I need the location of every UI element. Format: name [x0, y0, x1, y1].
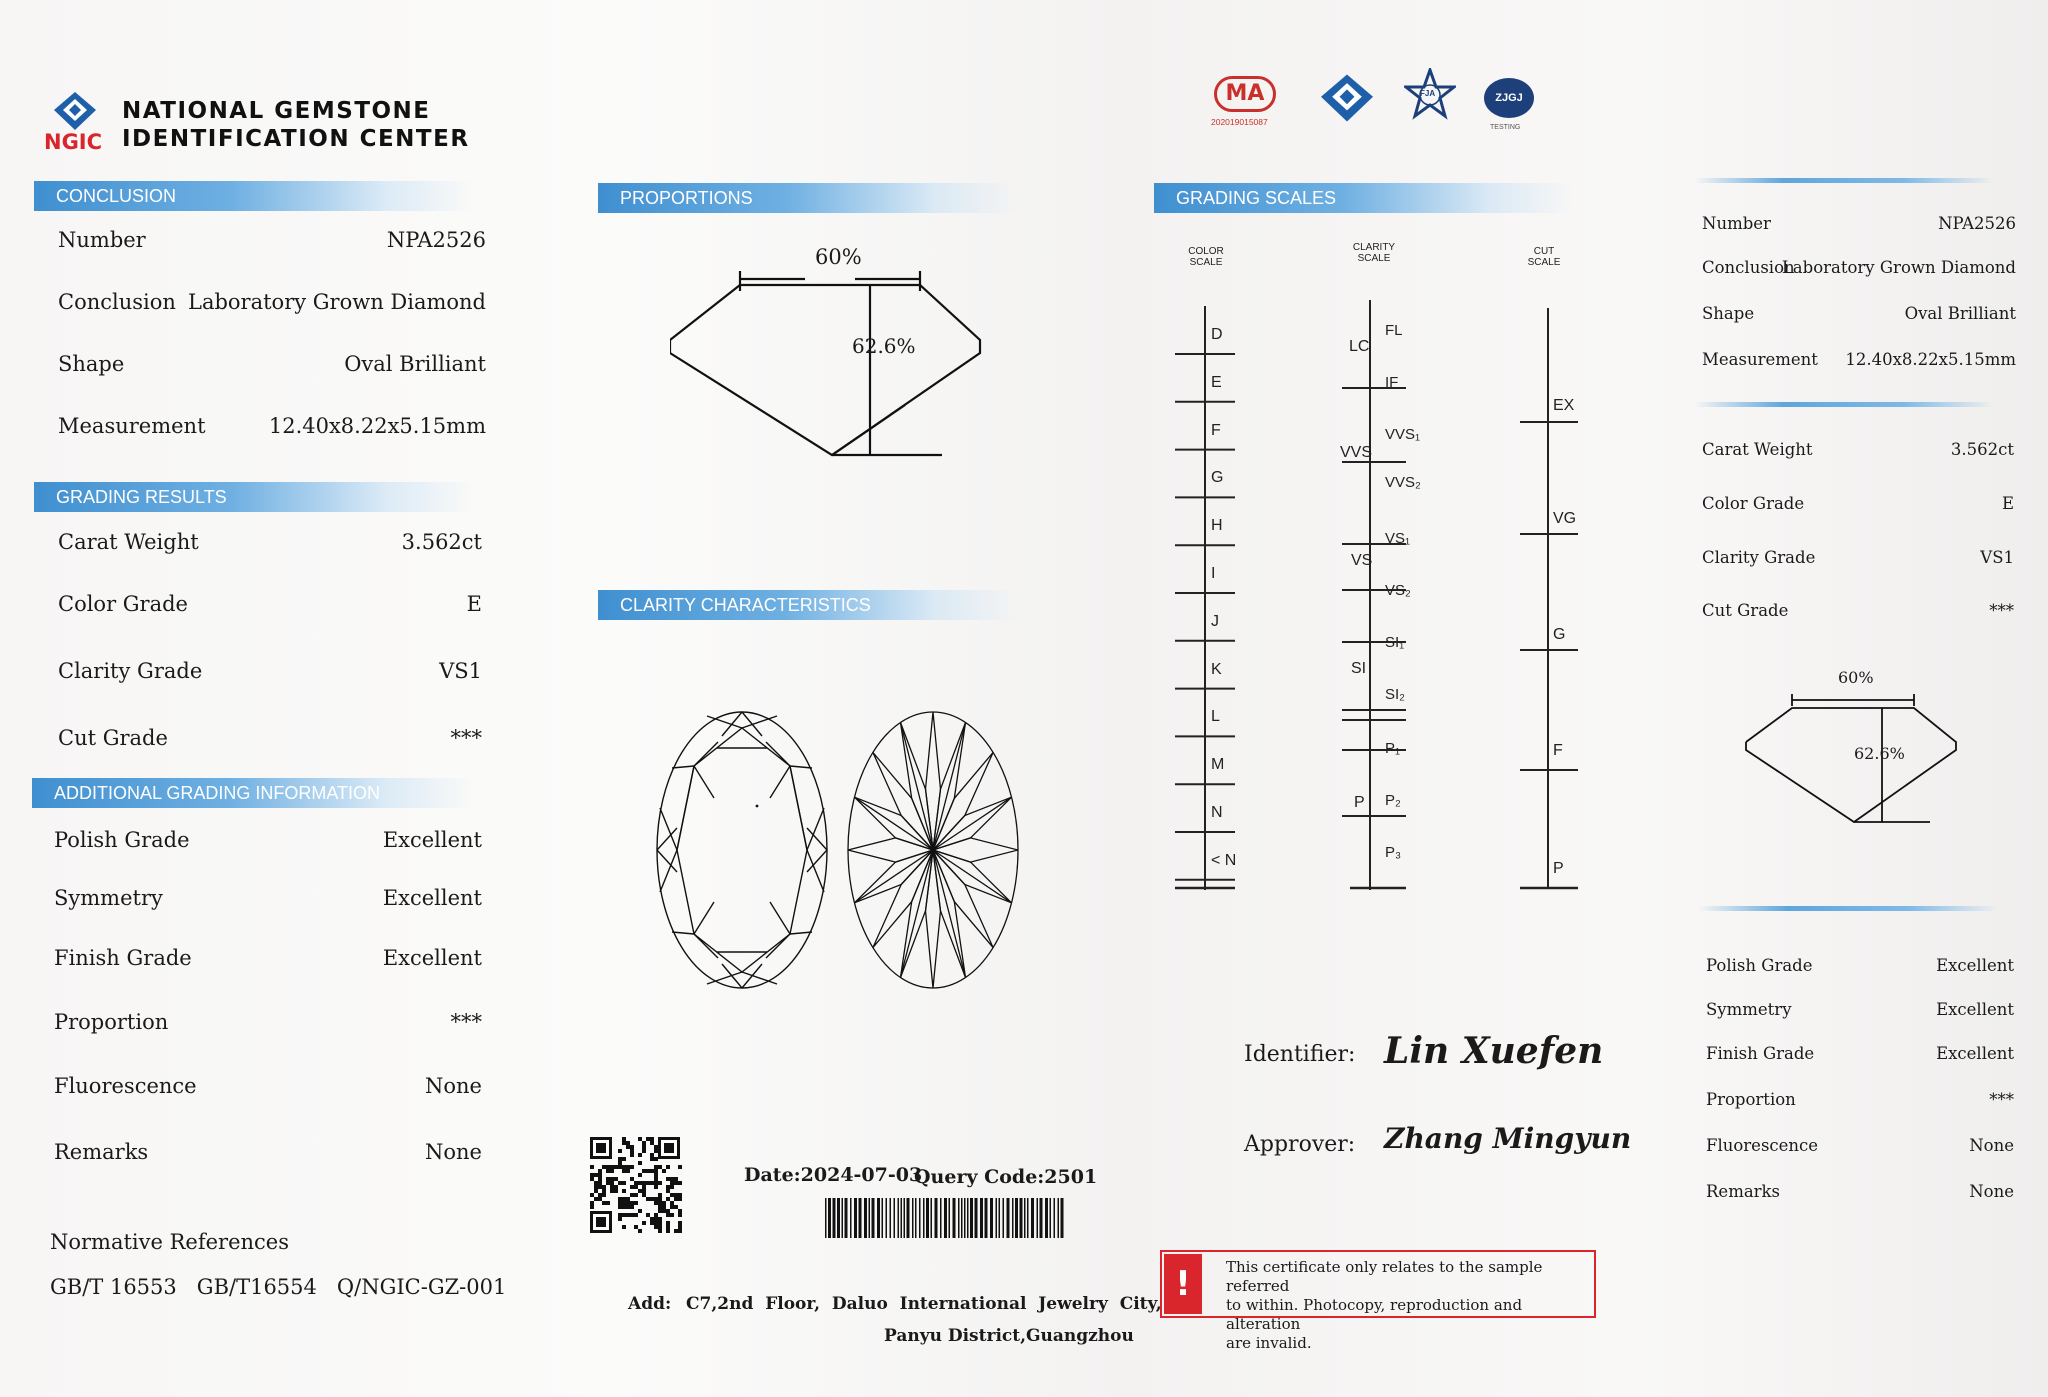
- right-summary-label: Measurement: [1702, 350, 1818, 369]
- grading-label: Carat Weight: [58, 530, 199, 554]
- additional-label: Remarks: [54, 1140, 149, 1164]
- color-scale-heading: [1176, 246, 1236, 268]
- clarity-grade-label: P₁: [1385, 740, 1401, 757]
- ngic-diamond-logo-icon: [52, 90, 98, 132]
- right-summary-row: [1706, 956, 2014, 986]
- right-summary-label: Symmetry: [1706, 1000, 1792, 1019]
- color-grade-label: F: [1211, 421, 1221, 439]
- right-summary-value: ***: [1989, 601, 2014, 620]
- right-summary-row: [1702, 601, 2014, 631]
- additional-value: None: [425, 1074, 482, 1098]
- query-code: Query Code:2501: [914, 1166, 1098, 1188]
- right-summary-value: 12.40x8.22x5.15mm: [1845, 350, 2016, 369]
- grading-row: [58, 530, 482, 560]
- additional-row: [54, 1140, 482, 1170]
- additional-label: Fluorescence: [54, 1074, 197, 1098]
- right-summary-row: [1702, 548, 2014, 578]
- clarity-grade-label: FL: [1385, 322, 1403, 339]
- cut-grade-label: P: [1553, 860, 1564, 877]
- right-summary-row: [1706, 1182, 2014, 1212]
- right-table-percent: 60%: [1838, 668, 1874, 687]
- clarity-banner: CLARITY CHARACTERISTICS: [598, 590, 1018, 620]
- grading-label: Color Grade: [58, 592, 188, 616]
- right-summary-label: Remarks: [1706, 1182, 1781, 1201]
- conclusion-value: NPA2526: [386, 228, 486, 252]
- color-grade-label: J: [1211, 612, 1219, 630]
- clarity-group-label: SI: [1351, 660, 1367, 677]
- additional-row: [54, 1010, 482, 1040]
- oval-crown-plot: [652, 708, 832, 992]
- zjgj-sub: TESTING: [1490, 124, 1521, 131]
- identifier-label: Identifier:: [1244, 1042, 1356, 1067]
- right-summary-label: Conclusion: [1702, 258, 1795, 277]
- cma-number: 202019015087: [1211, 117, 1268, 127]
- conclusion-label: Number: [58, 228, 146, 252]
- right-summary-label: Number: [1702, 214, 1771, 233]
- grading-label: Clarity Grade: [58, 659, 203, 683]
- right-summary-label: Carat Weight: [1702, 440, 1813, 459]
- brand-line-2: IDENTIFICATION CENTER: [122, 126, 470, 152]
- clarity-grade-label: SI₂: [1385, 686, 1405, 703]
- conclusion-value: 12.40x8.22x5.15mm: [268, 414, 486, 438]
- zjgj-text: ZJGJ: [1495, 92, 1523, 104]
- color-head-line-1: COLOR: [1188, 246, 1224, 257]
- color-grade-label: H: [1211, 517, 1223, 535]
- approver-label: Approver:: [1244, 1132, 1356, 1157]
- right-summary-row: [1702, 214, 2016, 244]
- color-grade-label: L: [1211, 708, 1220, 726]
- additional-label: Polish Grade: [54, 828, 190, 852]
- brand-line-1: NATIONAL GEMSTONE: [122, 98, 431, 124]
- clarity-grade-label: VS₂: [1385, 582, 1411, 599]
- cut-grade-label: VG: [1553, 510, 1577, 527]
- right-summary-row: [1702, 304, 2016, 334]
- right-summary-label: Finish Grade: [1706, 1044, 1815, 1063]
- warning-box: [1160, 1250, 1596, 1352]
- right-divider-3: [1698, 906, 1998, 911]
- certificate-date: Date:2024-07-03: [744, 1164, 923, 1186]
- additional-value: ***: [450, 1010, 482, 1034]
- color-grade-label: I: [1211, 565, 1216, 582]
- cut-scale-heading: [1514, 246, 1574, 268]
- clarity-grade-label: VVS₁: [1385, 426, 1421, 443]
- additional-value: None: [425, 1140, 482, 1164]
- ngic-diamond-logo-small-icon: [1318, 72, 1376, 124]
- exclamation-icon: !: [1164, 1254, 1202, 1314]
- additional-row: [54, 1074, 482, 1104]
- clarity-grade-label: IF: [1385, 374, 1399, 391]
- proportion-diagram: [670, 255, 990, 465]
- zjgj-logo: [1484, 78, 1534, 118]
- right-summary-value: None: [1969, 1136, 2014, 1155]
- depth-percent: 62.6%: [852, 334, 916, 358]
- additional-label: Finish Grade: [54, 946, 192, 970]
- right-summary-row: [1706, 1090, 2014, 1120]
- address-label: Add:: [628, 1294, 672, 1314]
- barcode: [825, 1198, 1065, 1240]
- conclusion-label: Conclusion: [58, 290, 176, 314]
- warning-line-3: are invalid.: [1226, 1334, 1312, 1352]
- additional-label: Proportion: [54, 1010, 169, 1034]
- right-summary-value: E: [2001, 494, 2014, 513]
- table-percent: 60%: [815, 245, 862, 269]
- right-summary-value: Oval Brilliant: [1904, 304, 2016, 323]
- grading-results-banner: GRADING RESULTS: [34, 482, 474, 512]
- right-summary-label: Clarity Grade: [1702, 548, 1816, 567]
- additional-value: Excellent: [382, 828, 482, 852]
- right-proportion-diagram: [1744, 690, 1960, 830]
- grading-row: [58, 726, 482, 756]
- grading-value: E: [466, 592, 482, 616]
- clarity-grade-label: SI₁: [1385, 634, 1405, 651]
- cut-grade-label: F: [1553, 742, 1563, 759]
- conclusion-label: Measurement: [58, 414, 206, 438]
- color-grade-label: < N: [1211, 851, 1237, 869]
- conclusion-row: [58, 352, 486, 382]
- clarity-scale-heading: [1344, 242, 1404, 264]
- color-grade-label: D: [1211, 326, 1223, 343]
- right-summary-value: None: [1969, 1182, 2014, 1201]
- clarity-group-label: VS: [1351, 552, 1373, 569]
- conclusion-value: Oval Brilliant: [344, 352, 486, 376]
- cut-grade-label: G: [1553, 626, 1566, 643]
- cut-head-line-2: SCALE: [1527, 257, 1561, 268]
- warning-text: [1226, 1258, 1594, 1353]
- right-depth-percent: 62.6%: [1854, 744, 1905, 763]
- right-summary-value: Laboratory Grown Diamond: [1781, 258, 2016, 277]
- cut-grade-label: EX: [1553, 397, 1575, 414]
- additional-info-banner: ADDITIONAL GRADING INFORMATION: [32, 778, 474, 808]
- brand-abbr: NGIC: [44, 130, 103, 154]
- additional-label: Symmetry: [54, 886, 163, 910]
- right-summary-label: Proportion: [1706, 1090, 1796, 1109]
- conclusion-row: [58, 414, 486, 444]
- right-summary-value: Excellent: [1936, 1000, 2014, 1019]
- right-summary-label: Color Grade: [1702, 494, 1805, 513]
- fja-text: FJA: [1420, 89, 1436, 98]
- color-head-line-2: SCALE: [1189, 257, 1223, 268]
- conclusion-banner: CONCLUSION: [34, 181, 474, 211]
- right-summary-label: Polish Grade: [1706, 956, 1813, 975]
- right-summary-row: [1706, 1136, 2014, 1166]
- clarity-group-label: P: [1354, 794, 1365, 811]
- right-summary-value: NPA2526: [1938, 214, 2016, 233]
- conclusion-row: [58, 290, 486, 320]
- clarity-head-line-1: CLARITY: [1352, 242, 1396, 253]
- right-divider-2: [1694, 402, 1994, 407]
- right-summary-row: [1702, 440, 2014, 470]
- right-summary-label: Fluorescence: [1706, 1136, 1819, 1155]
- additional-row: [54, 946, 482, 976]
- oval-pavilion-plot: [843, 708, 1023, 992]
- color-grade-label: N: [1211, 804, 1223, 821]
- right-summary-row: [1706, 1044, 2014, 1074]
- grading-scales-plot: [1170, 300, 1590, 900]
- clarity-head-line-2: SCALE: [1357, 253, 1391, 264]
- additional-row: [54, 828, 482, 858]
- color-grade-label: E: [1211, 373, 1222, 391]
- clarity-group-label: LC: [1349, 338, 1370, 355]
- right-summary-row: [1702, 494, 2014, 524]
- conclusion-row: [58, 228, 486, 258]
- right-summary-label: Shape: [1702, 304, 1755, 323]
- right-divider-1: [1694, 178, 1994, 183]
- address-line-2: Panyu District,Guangzhou: [884, 1326, 1134, 1346]
- clarity-grade-label: VS₁: [1385, 530, 1411, 547]
- right-summary-value: ***: [1989, 1090, 2014, 1109]
- identifier-signature: Lin Xuefen: [1384, 1030, 1604, 1072]
- grading-value: 3.562ct: [401, 530, 482, 554]
- cma-logo: [1214, 76, 1276, 112]
- right-summary-label: Cut Grade: [1702, 601, 1789, 620]
- right-summary-value: 3.562ct: [1950, 440, 2014, 459]
- conclusion-value: Laboratory Grown Diamond: [188, 290, 486, 314]
- proportions-banner: PROPORTIONS: [598, 183, 1018, 213]
- grading-row: [58, 592, 482, 622]
- cma-logo-text: MA: [1225, 81, 1265, 106]
- grading-scales-banner: GRADING SCALES: [1154, 183, 1574, 213]
- grading-value: ***: [450, 726, 482, 750]
- warning-line-2: to within. Photocopy, reproduction and alteration: [1226, 1296, 1523, 1333]
- right-summary-row: [1706, 1000, 2014, 1030]
- additional-row: [54, 886, 482, 916]
- warning-line-1: This certificate only relates to the sample referred: [1226, 1258, 1543, 1295]
- color-grade-label: K: [1211, 660, 1222, 678]
- normative-title: Normative References: [50, 1230, 290, 1254]
- color-grade-label: G: [1211, 469, 1224, 487]
- qr-code[interactable]: [590, 1137, 684, 1237]
- additional-value: Excellent: [382, 886, 482, 910]
- grading-label: Cut Grade: [58, 726, 168, 750]
- conclusion-label: Shape: [58, 352, 125, 376]
- grading-value: VS1: [439, 659, 482, 683]
- clarity-grade-label: P₂: [1385, 792, 1401, 809]
- clarity-grade-label: VVS₂: [1385, 474, 1421, 491]
- clarity-grade-label: P₃: [1385, 844, 1402, 861]
- right-summary-row: [1702, 350, 2016, 380]
- additional-value: Excellent: [382, 946, 482, 970]
- clarity-group-label: VVS: [1340, 444, 1373, 461]
- address-line-1: C7,2nd Floor, Daluo International Jewelry City,: [686, 1294, 1162, 1314]
- color-grade-label: M: [1211, 756, 1225, 774]
- normative-text: GB/T 16553 GB/T16554 Q/NGIC-GZ-001: [50, 1275, 507, 1299]
- right-summary-value: Excellent: [1936, 1044, 2014, 1063]
- grading-row: [58, 659, 482, 689]
- right-summary-row: [1702, 258, 2016, 288]
- cut-head-line-1: CUT: [1533, 246, 1555, 257]
- right-summary-value: VS1: [1980, 548, 2014, 567]
- right-summary-value: Excellent: [1936, 956, 2014, 975]
- approver-signature: Zhang Mingyun: [1384, 1122, 1632, 1155]
